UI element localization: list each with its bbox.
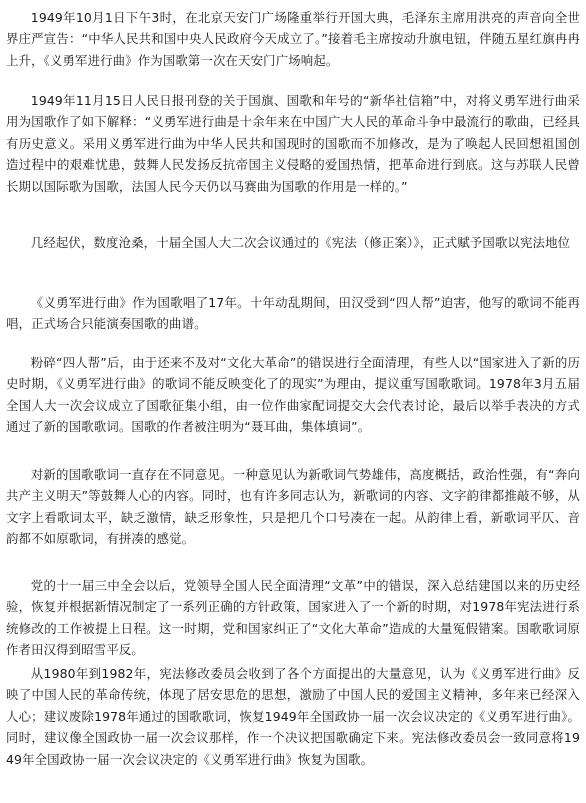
- paragraph-constitutional-status: 几经起伏，数度沧桑，十届全国人大二次会议通过的《宪法（修正案）》，正式赋予国歌以宪法地位: [30, 235, 571, 250]
- paragraph-lyrics-debate: 对新的国歌歌词一直存在不同意见。一种意见认为新歌词气势雄伟，高度概括，政治性强，有“奔向共产主义明天”等鼓舞人心的内容。同时，也有许多同志认为，新歌词的内容、文字韵律都推敲不够，从文字上看歌词太平，缺乏激情，缺乏形象性，只是把几个口号凑在一起。从韵律上看，新歌词平仄、音韵都不如原歌词，有拼凑的感觉。: [6, 467, 580, 547]
- paragraph-founding-ceremony: 1949年10月1日下午3时，在北京天安门广场隆重举行开国大典，毛泽东主席用洪亮的声音向全世界庄严宣告：“中华人民共和国中央人民政府今天成立了。”接着毛主席按动升旗电钮，伴随五星红旗冉冉上升，《义勇军进行曲》作为国歌第一次在天安门广场响起。: [6, 10, 580, 68]
- paragraph-seventeen-years: 《义勇军进行曲》作为国歌唱了17年。十年动乱期间，田汉受到“四人帮”迫害，他写的歌词不能再唱，正式场合只能演奏国歌的曲谱。: [6, 295, 580, 332]
- paragraph-third-plenum: 党的十一届三中全会以后，党领导全国人民全面清理“文革”中的错误，深入总结建国以来的历史经验，恢复并根据新情况制定了一系列正确的方针政策，国家进入了一个新的时期，对1978年宪法进行系统修改的工作被提上日程。这一时期，党和国家纠正了“文化大革命”造成的大量冤假错案。国歌歌词原作者田汉得到昭雪平反。: [6, 578, 580, 658]
- paragraph-restoration: 从1980年到1982年，宪法修改委员会收到了各个方面提出的大量意见，认为《义勇军进行曲》反映了中国人民的革命传统，体现了居安思危的思想，激励了中国人民的爱国主义精神，多年来已经深入人心；建议废除1978年通过的国歌歌词，恢复1949年全国政协一届一次会议决定的《义勇军进行曲》。同时，建议像全国政协一届一次会议那样，作一个决议把国歌确定下来。宪法修改委员会一致同意将1949年全国政协一届一次会议决定的《义勇军进行曲》恢复为国歌。: [6, 666, 580, 767]
- paragraph-xinhua-mailbox: 1949年11月15日人民日报刊登的关于国旗、国歌和年号的“新华社信箱”中，对将义勇军进行曲采用为国歌作了如下解释：“义勇军进行曲是十余年来在中国广大人民的革命斗争中最流行的歌曲，已经具有历史意义。采用义勇军进行曲为中华人民共和国现时的国歌而不加修改，是为了唤起人民回想祖国创造过程中的艰难忧患，鼓舞人民发扬反抗帝国主义侵略的爱国热情，把革命进行到底。这与苏联人民曾长期以国际歌为国歌，法国人民今天仍以马赛曲为国歌的作用是一样的。”: [6, 93, 580, 194]
- paragraph-new-lyrics-1978: 粉碎“四人帮”后，由于还来不及对“文化大革命”的错误进行全面清理，有些人以“国家进入了新的历史时期，《义勇军进行曲》的歌词不能反映变化了的现实”为理由，提议重写国歌歌词。1978年3月五届全国人大一次会议成立了国歌征集小组，由一位作曲家配词提交大会代表讨论，最后以举手表决的方式通过了新的国歌歌词。国歌的作者被注明为“聂耳曲，集体填词”。: [6, 355, 580, 435]
